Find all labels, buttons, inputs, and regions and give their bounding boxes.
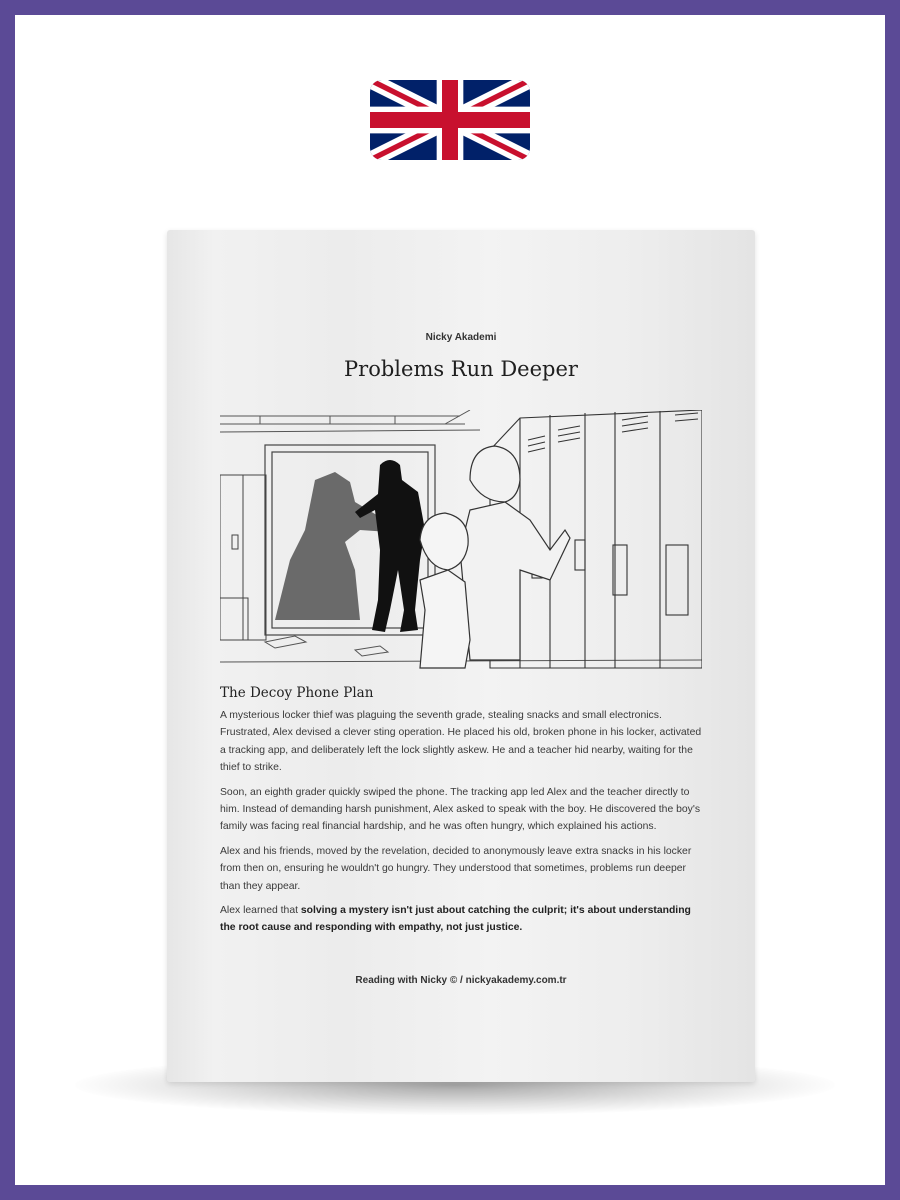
page-frame — [15, 15, 885, 1185]
uk-flag-icon — [370, 80, 530, 160]
lesson-paragraph — [220, 902, 705, 937]
story-paragraph-2: Soon, an eighth grader quickly swiped the phone. The tracking app led Alex and the teacher directly to him. Instead of demanding harsh punishment, Alex asked to speak with the boy. He discovered the boy's family was facing real financial hardship, and he was often hungry, which explained his actions. — [220, 786, 701, 833]
story-paragraph-3: Alex and his friends, moved by the revelation, decided to anonymously leave extra snacks in his locker from then on, ensuring he wouldn't go hungry. They understood that sometimes, problems run deeper than they appear. — [220, 845, 692, 892]
story-paragraph-1: A mysterious locker thief was plaguing the seventh grade, stealing snacks and small electronics. Frustrated, Alex devised a clever sting operation. He placed his old, broken phone in his locker, activated a tracking app, and deliberately left the lock slightly askew. He and a teacher hid nearby, waiting for the thief to strike. — [220, 710, 702, 774]
footer-credit: Reading with Nicky © / nickyakademy.com.tr — [355, 975, 567, 986]
story-illustration — [220, 410, 702, 670]
story-body — [220, 685, 705, 944]
worksheet-page — [167, 230, 755, 1082]
section-heading: The Decoy Phone Plan — [220, 685, 374, 701]
brand-name: Nicky Akademi — [425, 332, 497, 343]
lesson-intro: Alex learned that — [220, 905, 301, 917]
lesson-bold-text: solving a mystery isn't just about catching the culprit; it's about understanding the root cause and responding with empathy, not just justice. — [220, 905, 691, 934]
story-title: Problems Run Deeper — [344, 357, 578, 381]
